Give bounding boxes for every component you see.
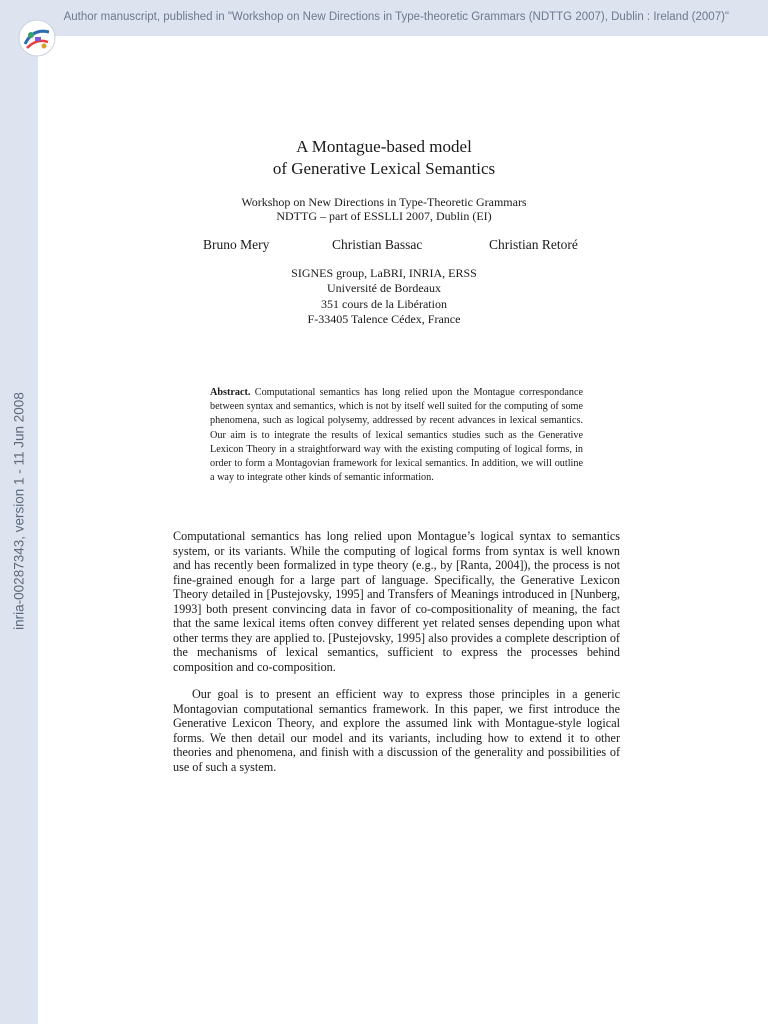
author-name: Bruno Mery <box>203 237 270 252</box>
venue-line-2: NDTTG – part of ESSLLI 2007, Dublin (EI) <box>276 209 492 223</box>
hal-archive-logo-icon <box>17 18 57 58</box>
abstract-label: Abstract. <box>210 387 251 398</box>
affiliation-line: 351 cours de la Libération <box>321 297 447 311</box>
hal-publication-note: Author manuscript, published in "Workshop on New Directions in Type-theoretic Grammars (NDTTG 2007), Dublin : Ireland (2007)" <box>63 11 729 23</box>
hal-identifier-text: inria-00287343, version 1 - 11 Jun 2008 <box>11 392 27 630</box>
author-name: Christian Retoré <box>489 237 578 252</box>
affiliation-line: Université de Bordeaux <box>327 281 441 295</box>
author-name: Christian Bassac <box>332 237 423 252</box>
affiliation-line: F-33405 Talence Cédex, France <box>307 312 461 326</box>
body-paragraph-1: Computational semantics has long relied upon Montague’s logical syntax to semantics system, or its variants. While the computing of logical forms from syntax is well known and has recently been formalized in type theory (e.g., by [Ranta, 2004]), the process is not fine-grained enough for a large part of language. Specifically, the Generative Lexicon Theory detailed in [Pustejovsky, 1995] and Transfers of Meanings introduced in [Nunberg, 1993] both present convincing data in favor of co-compositionality of meaning, the fact that the same lexical items often convey different yet related senses depending upon what other terms they are applied to. [Pustejovsky, 1995] also provides a complete description of the mechanisms of lexical semantics, sufficient to express the processes behind composition and co-composition. <box>173 529 620 674</box>
paper-title-line-2: of Generative Lexical Semantics <box>272 159 496 178</box>
body-paragraph-2: Our goal is to present an efficient way to express those principles in a generic Montagovian computational semantics framework. In this paper, we first introduce the Generative Lexicon Theory, and explore the assumed link with Montague-style logical forms. We then detail our model and its variants, including how to extend it to other theories and phenomena, and finish with a discussion of the generality and possibilities of use of such a system. <box>173 687 620 774</box>
affiliation-line: SIGNES group, LaBRI, INRIA, ERSS <box>291 266 477 280</box>
abstract-text: Computational semantics has long relied upon the Montague correspondance between syntax and semantics, which is not by itself well suited for the computing of some phenomena, such as logical polysemy, addressed by recent advances in lexical semantics. Our aim is to integrate the results of lexical semantics studies such as the Generative Lexicon Theory in a straightforward way with the existing computing of logical forms, in order to form a Montagovian framework for lexical semantics. In addition, we will outline a way to integrate other kinds of semantic information. <box>210 387 583 484</box>
paper-title-line-1: A Montague-based model <box>296 137 472 156</box>
abstract-block <box>210 386 583 485</box>
venue-line-1: Workshop on New Directions in Type-Theoretic Grammars <box>241 195 527 209</box>
